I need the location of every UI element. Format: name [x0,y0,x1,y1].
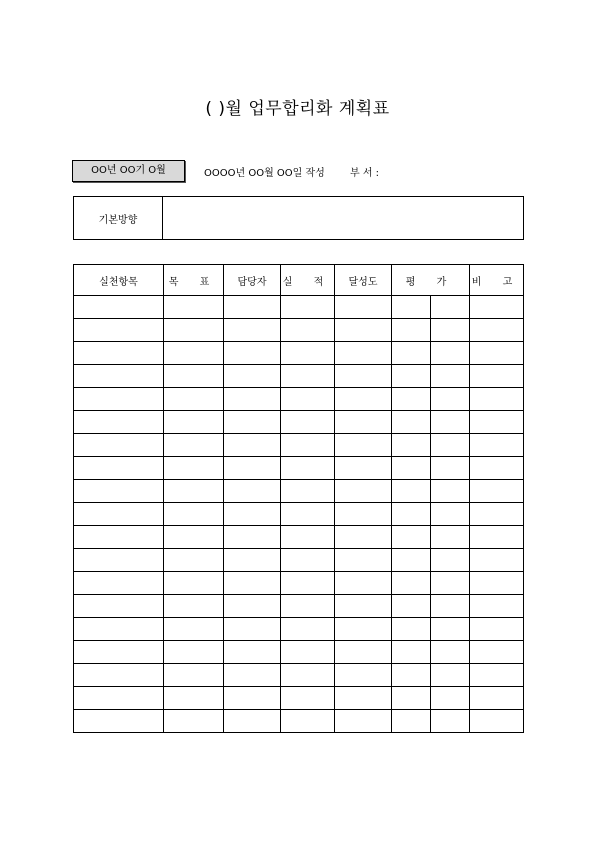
achievement-cell[interactable] [335,434,392,457]
evaluation-cell-b[interactable] [431,365,470,388]
table-row [74,710,524,733]
goal-cell[interactable] [164,664,224,687]
evaluation-cell-a[interactable] [392,388,431,411]
evaluation-cell-a[interactable] [392,664,431,687]
achievement-cell[interactable] [335,480,392,503]
header-goal: 목 표 [164,265,224,296]
achievement-cell[interactable] [335,365,392,388]
achievement-cell[interactable] [335,319,392,342]
result-cell[interactable] [281,434,335,457]
achievement-cell[interactable] [335,296,392,319]
table-row [74,388,524,411]
goal-cell[interactable] [164,503,224,526]
achievement-cell[interactable] [335,595,392,618]
remarks-cell[interactable] [470,595,524,618]
achievement-cell[interactable] [335,664,392,687]
achievement-cell[interactable] [335,549,392,572]
table-row [74,572,524,595]
goal-cell[interactable] [164,710,224,733]
evaluation-cell-a[interactable] [392,503,431,526]
evaluation-cell-b[interactable] [431,388,470,411]
table-row [74,480,524,503]
goal-cell[interactable] [164,549,224,572]
action-item-cell[interactable] [74,618,164,641]
evaluation-cell-b[interactable] [431,710,470,733]
written-date: OOOO년 OO월 OO일 작성 [204,168,325,179]
goal-cell[interactable] [164,411,224,434]
table-row [74,595,524,618]
table-row [74,319,524,342]
remarks-cell[interactable] [470,365,524,388]
action-item-cell[interactable] [74,434,164,457]
date-line [204,164,456,179]
evaluation-cell-a[interactable] [392,457,431,480]
goal-cell[interactable] [164,434,224,457]
achievement-cell[interactable] [335,641,392,664]
action-item-cell[interactable] [74,572,164,595]
table-row [74,664,524,687]
remarks-cell[interactable] [470,549,524,572]
person-cell[interactable] [224,388,281,411]
person-cell[interactable] [224,710,281,733]
remarks-cell[interactable] [470,434,524,457]
action-item-cell[interactable] [74,365,164,388]
evaluation-cell-b[interactable] [431,572,470,595]
person-cell[interactable] [224,572,281,595]
result-cell[interactable] [281,411,335,434]
table-row [74,434,524,457]
person-cell[interactable] [224,503,281,526]
table-row [74,457,524,480]
evaluation-cell-b[interactable] [431,641,470,664]
action-item-cell[interactable] [74,296,164,319]
basic-direction-field[interactable] [163,197,524,240]
remarks-cell[interactable] [470,342,524,365]
remarks-cell[interactable] [470,388,524,411]
remarks-cell[interactable] [470,641,524,664]
person-cell[interactable] [224,687,281,710]
person-cell[interactable] [224,595,281,618]
result-cell[interactable] [281,388,335,411]
header-evaluation: 평 가 [392,265,470,296]
evaluation-cell-a[interactable] [392,595,431,618]
action-item-cell[interactable] [74,480,164,503]
result-cell[interactable] [281,480,335,503]
person-cell[interactable] [224,365,281,388]
goal-cell[interactable] [164,388,224,411]
remarks-cell[interactable] [470,319,524,342]
table-row [74,687,524,710]
person-cell[interactable] [224,457,281,480]
goal-cell[interactable] [164,595,224,618]
remarks-cell[interactable] [470,710,524,733]
evaluation-cell-b[interactable] [431,549,470,572]
table-row [74,365,524,388]
goal-cell[interactable] [164,572,224,595]
person-cell[interactable] [224,664,281,687]
action-item-cell[interactable] [74,710,164,733]
table-row [74,549,524,572]
evaluation-cell-a[interactable] [392,549,431,572]
person-cell[interactable] [224,549,281,572]
header-action-item: 실천항목 [74,265,164,296]
evaluation-cell-a[interactable] [392,618,431,641]
action-item-cell[interactable] [74,319,164,342]
result-cell[interactable] [281,526,335,549]
action-item-cell[interactable] [74,388,164,411]
result-cell[interactable] [281,549,335,572]
action-item-cell[interactable] [74,664,164,687]
evaluation-cell-b[interactable] [431,687,470,710]
evaluation-cell-b[interactable] [431,595,470,618]
achievement-cell[interactable] [335,687,392,710]
action-item-cell[interactable] [74,595,164,618]
plan-table-body [74,296,524,733]
evaluation-cell-a[interactable] [392,342,431,365]
goal-cell[interactable] [164,687,224,710]
result-cell[interactable] [281,618,335,641]
action-item-cell[interactable] [74,457,164,480]
goal-cell[interactable] [164,296,224,319]
evaluation-cell-b[interactable] [431,664,470,687]
header-achievement: 달성도 [335,265,392,296]
person-cell[interactable] [224,618,281,641]
result-cell[interactable] [281,457,335,480]
remarks-cell[interactable] [470,411,524,434]
table-row [74,411,524,434]
remarks-cell[interactable] [470,457,524,480]
result-cell[interactable] [281,710,335,733]
person-cell[interactable] [224,411,281,434]
evaluation-cell-a[interactable] [392,710,431,733]
result-cell[interactable] [281,503,335,526]
achievement-cell[interactable] [335,710,392,733]
goal-cell[interactable] [164,365,224,388]
table-row [74,526,524,549]
goal-cell[interactable] [164,342,224,365]
evaluation-cell-a[interactable] [392,365,431,388]
department-label: 부 서 : [350,168,380,179]
person-cell[interactable] [224,296,281,319]
remarks-cell[interactable] [470,526,524,549]
result-cell[interactable] [281,572,335,595]
evaluation-cell-b[interactable] [431,296,470,319]
result-cell[interactable] [281,319,335,342]
evaluation-cell-b[interactable] [431,457,470,480]
achievement-cell[interactable] [335,526,392,549]
result-cell[interactable] [281,365,335,388]
period-box: OO년 OO기 O월 [72,160,185,182]
evaluation-cell-a[interactable] [392,526,431,549]
goal-cell[interactable] [164,480,224,503]
evaluation-cell-b[interactable] [431,411,470,434]
evaluation-cell-a[interactable] [392,296,431,319]
evaluation-cell-a[interactable] [392,687,431,710]
evaluation-cell-b[interactable] [431,434,470,457]
basic-direction-label: 기본방향 [74,197,163,240]
header-result: 실 적 [281,265,335,296]
result-cell[interactable] [281,664,335,687]
evaluation-cell-b[interactable] [431,503,470,526]
remarks-cell[interactable] [470,480,524,503]
achievement-cell[interactable] [335,411,392,434]
remarks-cell[interactable] [470,572,524,595]
plan-table [73,264,524,733]
action-item-cell[interactable] [74,687,164,710]
evaluation-cell-b[interactable] [431,526,470,549]
evaluation-cell-b[interactable] [431,342,470,365]
evaluation-cell-a[interactable] [392,434,431,457]
result-cell[interactable] [281,687,335,710]
action-item-cell[interactable] [74,526,164,549]
achievement-cell[interactable] [335,342,392,365]
person-cell[interactable] [224,526,281,549]
action-item-cell[interactable] [74,641,164,664]
header-person: 담당자 [224,265,281,296]
action-item-cell[interactable] [74,503,164,526]
page-title: ( )월 업무합리화 계획표 [205,99,390,119]
evaluation-cell-a[interactable] [392,641,431,664]
action-item-cell[interactable] [74,411,164,434]
action-item-cell[interactable] [74,342,164,365]
person-cell[interactable] [224,641,281,664]
achievement-cell[interactable] [335,503,392,526]
result-cell[interactable] [281,342,335,365]
achievement-cell[interactable] [335,572,392,595]
table-row [74,503,524,526]
table-row [74,296,524,319]
person-cell[interactable] [224,319,281,342]
goal-cell[interactable] [164,319,224,342]
table-row [74,641,524,664]
remarks-cell[interactable] [470,664,524,687]
goal-cell[interactable] [164,526,224,549]
person-cell[interactable] [224,480,281,503]
result-cell[interactable] [281,595,335,618]
table-row [74,342,524,365]
basic-direction-table [73,196,524,240]
remarks-cell[interactable] [470,618,524,641]
table-row [74,618,524,641]
evaluation-cell-a[interactable] [392,572,431,595]
person-cell[interactable] [224,342,281,365]
achievement-cell[interactable] [335,388,392,411]
remarks-cell[interactable] [470,503,524,526]
person-cell[interactable] [224,434,281,457]
achievement-cell[interactable] [335,618,392,641]
remarks-cell[interactable] [470,687,524,710]
goal-cell[interactable] [164,618,224,641]
evaluation-cell-b[interactable] [431,480,470,503]
evaluation-cell-a[interactable] [392,319,431,342]
header-remarks: 비 고 [470,265,524,296]
achievement-cell[interactable] [335,457,392,480]
goal-cell[interactable] [164,641,224,664]
result-cell[interactable] [281,641,335,664]
result-cell[interactable] [281,296,335,319]
evaluation-cell-a[interactable] [392,480,431,503]
action-item-cell[interactable] [74,549,164,572]
evaluation-cell-b[interactable] [431,618,470,641]
evaluation-cell-a[interactable] [392,411,431,434]
evaluation-cell-b[interactable] [431,319,470,342]
goal-cell[interactable] [164,457,224,480]
remarks-cell[interactable] [470,296,524,319]
